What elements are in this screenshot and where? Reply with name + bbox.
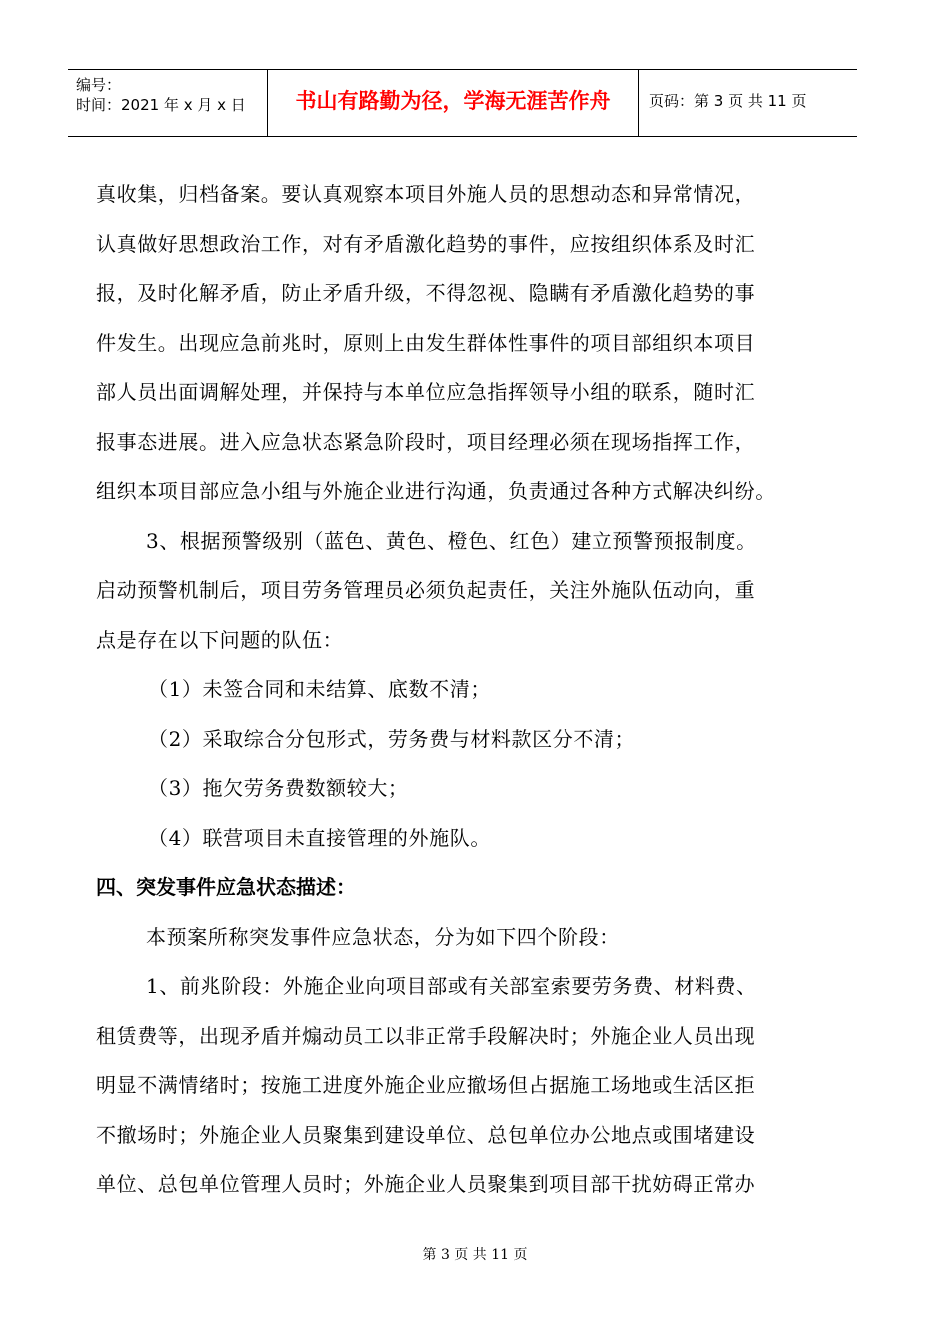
header-page-info: 页码：第 3 页 共 11 页 <box>649 91 807 110</box>
text-line: 租赁费等，出现矛盾并煽动员工以非正常手段解决时；外施企业人员出现 <box>96 1023 756 1048</box>
text-line: 真收集，归档备案。要认真观察本项目外施人员的思想动态和异常情况， <box>96 182 756 206</box>
text-line: 启动预警机制后，项目劳务管理员必须负起责任，关注外施队伍动向，重 <box>96 578 756 602</box>
text-line: 1、前兆阶段：外施企业向项目部或有关部室索要劳务费、材料费、 <box>146 974 757 998</box>
header-motto: 书山有路勤为径，学海无涯苦作舟 <box>268 70 639 136</box>
text-line: 认真做好思想政治工作，对有矛盾激化趋势的事件，应按组织体系及时汇 <box>96 231 756 256</box>
list-item: （3）拖欠劳务费数额较大； <box>148 776 409 800</box>
list-item: （1）未签合同和未结算、底数不清； <box>148 677 491 701</box>
text-line: 3、根据预警级别（蓝色、黄色、橙色、红色）建立预警预报制度。 <box>146 528 757 553</box>
paragraph-3 <box>96 962 826 1210</box>
text-line: 部人员出面调解处理，并保持与本单位应急指挥领导小组的联系，随时汇 <box>96 380 756 404</box>
document-time: 时间：2021 年 x 月 x 日 <box>76 96 246 114</box>
page-header <box>68 69 857 137</box>
paragraph-1 <box>96 170 826 517</box>
page-footer: 第 3 页 共 11 页 <box>422 1247 528 1263</box>
header-meta <box>68 70 268 136</box>
text-line: 明显不满情绪时；按施工进度外施企业应撤场但占据施工场地或生活区拒 <box>96 1073 756 1097</box>
text-line: 报事态进展。进入应急状态紧急阶段时，项目经理必须在现场指挥工作， <box>96 429 756 454</box>
text-line: 单位、总包单位管理人员时；外施企业人员聚集到项目部干扰妨碍正常办 <box>96 1172 756 1196</box>
text-line: 点是存在以下问题的队伍： <box>96 627 344 652</box>
list-item: （4）联营项目未直接管理的外施队。 <box>148 825 491 850</box>
list-item: （2）采取综合分包形式，劳务费与材料款区分不清； <box>148 726 636 751</box>
document-body <box>96 170 826 1210</box>
document-number: 编号： <box>76 76 122 94</box>
text-line: 件发生。出现应急前兆时，原则上由发生群体性事件的项目部组织本项目 <box>96 330 756 355</box>
text-line: 不撤场时；外施企业人员聚集到建设单位、总包单位办公地点或围堵建设 <box>96 1122 756 1147</box>
text-line: 组织本项目部应急小组与外施企业进行沟通，负责通过各种方式解决纠纷。 <box>96 479 776 503</box>
problem-list <box>96 665 826 863</box>
section-heading: 四、突发事件应急状态描述： <box>96 875 356 899</box>
paragraph-2 <box>96 517 826 666</box>
section-intro: 本预案所称突发事件应急状态，分为如下四个阶段： <box>146 924 620 949</box>
text-line: 报，及时化解矛盾，防止矛盾升级，不得忽视、隐瞒有矛盾激化趋势的事 <box>96 281 756 305</box>
